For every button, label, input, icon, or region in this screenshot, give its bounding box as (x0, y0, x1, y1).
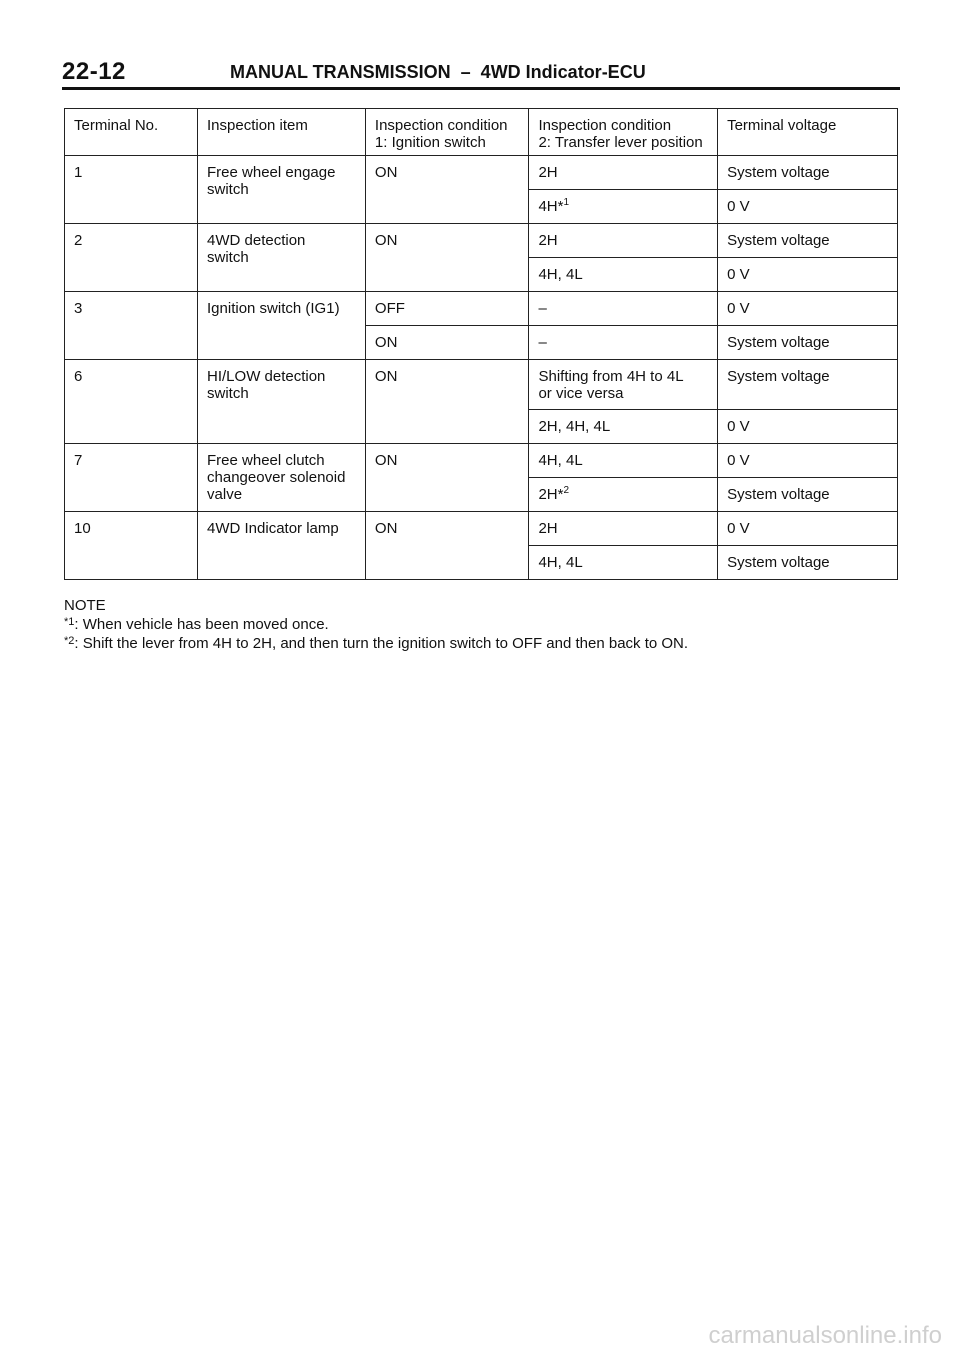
condition-2-text: – (538, 334, 547, 351)
cell-voltage: System voltage (718, 156, 898, 190)
cell-item: 4WD detection switch (198, 224, 366, 292)
cell-condition-1 (365, 410, 529, 444)
cell-condition-1: OFF (365, 292, 529, 326)
cell-item: Ignition switch (IG1) (198, 292, 366, 360)
cell-voltage: 0 V (718, 190, 898, 224)
note-item (64, 614, 904, 633)
cell-condition-1 (365, 478, 529, 512)
note-text: : Shift the lever from 4H to 2H, and then turn the ignition switch to OFF and then back to ON. (74, 635, 689, 652)
condition-2-text: 2H (538, 164, 558, 181)
cell-voltage: 0 V (718, 258, 898, 292)
condition-2-text: 2H* (538, 486, 564, 503)
condition-2-text: 4H, 4L (538, 266, 583, 283)
cell-condition-2 (529, 224, 718, 258)
cell-item: Free wheel engage switch (198, 156, 366, 224)
column-header-item: Inspection item (198, 109, 366, 156)
condition-2-text: Shifting from 4H to 4L or vice versa (538, 368, 684, 402)
cell-voltage: 0 V (718, 444, 898, 478)
condition-2-text: 2H, 4H, 4L (538, 418, 611, 435)
cell-item: HI/LOW detection switch (198, 360, 366, 444)
condition-2-text: 2H (538, 520, 558, 537)
condition-2-text: 2H (538, 232, 558, 249)
cell-terminal: 6 (65, 360, 198, 444)
cell-condition-2 (529, 156, 718, 190)
watermark-text: carmanualsonline.info (708, 1322, 942, 1349)
cell-terminal: 10 (65, 512, 198, 580)
cell-condition-1: ON (365, 224, 529, 258)
table-header-row (65, 109, 898, 156)
cell-terminal: 3 (65, 292, 198, 360)
cell-item: Free wheel clutch changeover solenoid valve (198, 444, 366, 512)
cell-condition-2 (529, 546, 718, 580)
footnote-marker: 1 (563, 197, 570, 208)
table-row (65, 444, 898, 478)
cell-condition-2 (529, 478, 718, 512)
cell-condition-1 (365, 258, 529, 292)
note-section (64, 598, 904, 652)
header-rule (62, 87, 900, 90)
cell-condition-2 (529, 512, 718, 546)
condition-2-text: 4H* (538, 198, 564, 215)
cell-condition-2 (529, 360, 718, 410)
cell-condition-1: ON (365, 360, 529, 410)
column-header-condition-1: Inspection condition 1: Ignition switch (365, 109, 529, 156)
cell-voltage: 0 V (718, 410, 898, 444)
footnote-marker: 2 (563, 485, 570, 496)
column-header-condition-2: Inspection condition 2: Transfer lever position (529, 109, 718, 156)
note-item (64, 633, 904, 652)
column-header-terminal: Terminal No. (65, 109, 198, 156)
condition-2-text: 4H, 4L (538, 554, 583, 571)
cell-terminal: 7 (65, 444, 198, 512)
cell-voltage: System voltage (718, 546, 898, 580)
cell-condition-1: ON (365, 512, 529, 546)
note-marker: *2 (64, 635, 75, 647)
cell-condition-1 (365, 546, 529, 580)
cell-condition-1: ON (365, 444, 529, 478)
cell-voltage: 0 V (718, 292, 898, 326)
cell-condition-2 (529, 326, 718, 360)
page-header (62, 58, 898, 86)
cell-condition-2 (529, 444, 718, 478)
cell-voltage: System voltage (718, 360, 898, 410)
column-header-voltage: Terminal voltage (718, 109, 898, 156)
page-title: MANUAL TRANSMISSION – 4WD Indicator-ECU (230, 62, 646, 82)
table-row (65, 512, 898, 546)
cell-voltage: 0 V (718, 512, 898, 546)
table-row (65, 224, 898, 258)
cell-condition-1 (365, 190, 529, 224)
note-marker: *1 (64, 616, 75, 628)
cell-item: 4WD Indicator lamp (198, 512, 366, 580)
note-text: : When vehicle has been moved once. (74, 616, 329, 633)
cell-terminal: 2 (65, 224, 198, 292)
cell-voltage: System voltage (718, 326, 898, 360)
note-heading: NOTE (64, 597, 106, 614)
table-row (65, 360, 898, 410)
cell-condition-2 (529, 292, 718, 326)
table-row (65, 156, 898, 190)
inspection-table (64, 108, 898, 580)
condition-2-text: – (538, 300, 547, 317)
cell-condition-1: ON (365, 156, 529, 190)
condition-2-text: 4H, 4L (538, 452, 583, 469)
cell-condition-2 (529, 190, 718, 224)
cell-condition-1: ON (365, 326, 529, 360)
cell-voltage: System voltage (718, 224, 898, 258)
cell-condition-2 (529, 410, 718, 444)
cell-condition-2 (529, 258, 718, 292)
cell-voltage: System voltage (718, 478, 898, 512)
table-row (65, 292, 898, 326)
page-number: 22-12 (62, 58, 126, 85)
cell-terminal: 1 (65, 156, 198, 224)
